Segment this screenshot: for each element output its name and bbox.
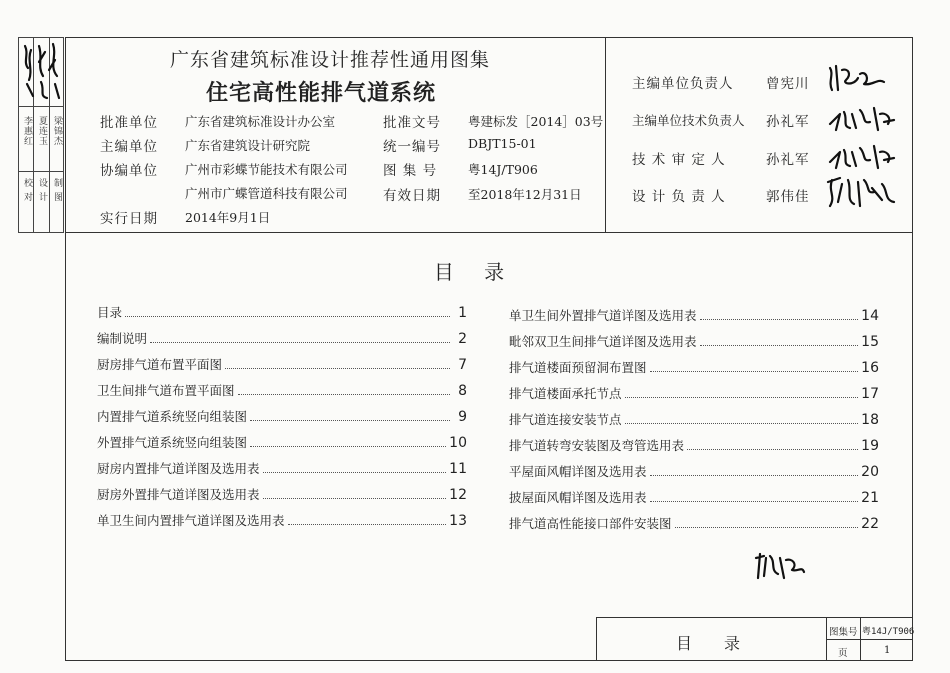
toc-item[interactable]: 卫生间排气道布置平面图 8 bbox=[97, 383, 467, 399]
co-editor-label: 协编单位 bbox=[100, 163, 158, 179]
toc-item[interactable]: 排气道高性能接口部件安装图 22 bbox=[509, 516, 879, 532]
approval-doc: 粤建标发［2014］03号 bbox=[468, 114, 604, 129]
editor-unit: 广东省建筑设计研究院 bbox=[185, 138, 311, 153]
toc-item[interactable]: 排气道楼面承托节点 17 bbox=[509, 386, 879, 402]
atlas-title: 住宅高性能排气道系统 bbox=[206, 80, 437, 106]
toc-item[interactable]: 厨房排气道布置平面图 7 bbox=[97, 357, 467, 373]
toc-item[interactable]: 厨房外置排气道详图及选用表 12 bbox=[97, 487, 467, 503]
co-editor-2: 广州市广蝶管道科技有限公司 bbox=[185, 186, 348, 201]
toc-item[interactable]: 单卫生间外置排气道详图及选用表 14 bbox=[509, 308, 879, 324]
toc-item[interactable]: 平屋面风帽详图及选用表 20 bbox=[509, 464, 879, 480]
toc-item[interactable]: 单卫生间内置排气道详图及选用表 13 bbox=[97, 513, 467, 529]
unified-no-label: 统一编号 bbox=[383, 139, 441, 155]
designer-name: 郭伟佳 bbox=[766, 189, 810, 205]
review-strip bbox=[18, 37, 64, 233]
page-label: 页 bbox=[838, 648, 848, 659]
series-title: 广东省建筑标准设计推荐性通用图集 bbox=[170, 49, 491, 71]
toc-item[interactable]: 目录 1 bbox=[97, 305, 467, 321]
tech-review-name: 孙礼军 bbox=[766, 152, 810, 168]
approval-doc-label: 批准文号 bbox=[383, 115, 441, 131]
implement-label: 实行日期 bbox=[100, 211, 158, 227]
strip-label-design: 设 计 bbox=[37, 178, 47, 202]
atlas-value: 粤14J/T906 bbox=[862, 627, 915, 637]
strip-name-draw: 梁锦杰 bbox=[52, 116, 62, 146]
strip-label-draw: 制 图 bbox=[52, 178, 62, 202]
toc-title: 目 录 bbox=[433, 260, 517, 284]
strip-label-check: 校 对 bbox=[22, 178, 32, 202]
atlas-no: 粤14J/T906 bbox=[468, 162, 538, 177]
toc-item[interactable]: 排气道转弯安装图及弯管选用表 19 bbox=[509, 438, 879, 454]
toc-item[interactable]: 毗邻双卫生间排气道详图及选用表 15 bbox=[509, 334, 879, 350]
implement-date: 2014年9月1日 bbox=[185, 210, 271, 225]
title-block-divider bbox=[826, 639, 912, 640]
signature-chief-tech bbox=[826, 100, 898, 136]
editor-unit-label: 主编单位 bbox=[100, 139, 158, 155]
signature-chief-unit bbox=[826, 60, 888, 96]
toc-item[interactable]: 编制说明 2 bbox=[97, 331, 467, 347]
strip-signatures bbox=[19, 40, 65, 102]
signature-designer bbox=[822, 172, 902, 214]
chief-tech-name: 孙礼军 bbox=[766, 114, 810, 130]
chief-tech-label: 主编单位技术负责人 bbox=[632, 113, 745, 128]
toc-item[interactable]: 排气道连接安装节点 18 bbox=[509, 412, 879, 428]
tech-review-label: 技 术 审 定 人 bbox=[632, 152, 726, 168]
chief-unit-name: 曾宪川 bbox=[766, 76, 810, 92]
co-editor-1: 广州市彩蝶节能技术有限公司 bbox=[185, 162, 348, 177]
toc-item[interactable]: 外置排气道系统竖向组装图 10 bbox=[97, 435, 467, 451]
valid-date: 至2018年12月31日 bbox=[468, 187, 582, 202]
title-block-name: 目 录 bbox=[676, 634, 741, 653]
designer-label: 设 计 负 责 人 bbox=[632, 189, 726, 205]
toc-item[interactable]: 排气道楼面预留洞布置图 16 bbox=[509, 360, 879, 376]
toc-item[interactable]: 厨房内置排气道详图及选用表 11 bbox=[97, 461, 467, 477]
toc-item[interactable]: 内置排气道系统竖向组装图 9 bbox=[97, 409, 467, 425]
page-value: 1 bbox=[884, 645, 891, 656]
header-divider bbox=[605, 38, 606, 232]
approval-unit-label: 批准单位 bbox=[100, 115, 158, 131]
toc-item[interactable]: 披屋面风帽详图及选用表 21 bbox=[509, 490, 879, 506]
atlas-label: 图集号 bbox=[829, 627, 858, 638]
unified-no: DBJT15-01 bbox=[468, 136, 537, 151]
chief-unit-label: 主编单位负责人 bbox=[632, 76, 734, 92]
strip-name-check: 李惠红 bbox=[22, 116, 32, 146]
approval-unit: 广东省建筑标准设计办公室 bbox=[185, 114, 336, 129]
strip-name-design: 夏连玉 bbox=[37, 116, 47, 146]
valid-label: 有效日期 bbox=[383, 188, 441, 204]
signature-tech-review bbox=[826, 138, 898, 174]
signature-reviewer bbox=[752, 548, 808, 584]
atlas-no-label: 图 集 号 bbox=[383, 163, 438, 179]
